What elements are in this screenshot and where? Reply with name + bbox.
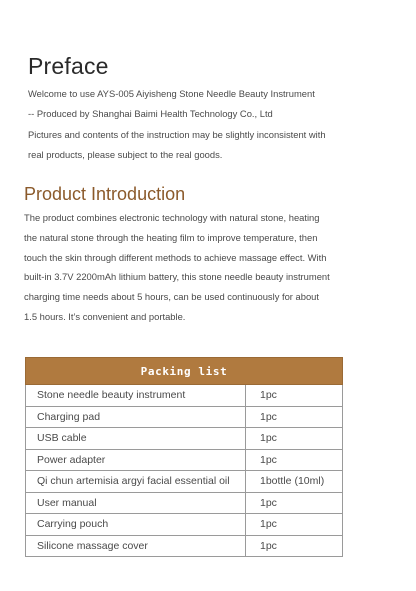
item-qty-cell: 1pc: [246, 428, 343, 450]
packing-list-table: [25, 357, 343, 557]
table-row: [26, 406, 343, 428]
item-qty-cell: 1pc: [246, 449, 343, 471]
table-row: [26, 449, 343, 471]
table-row: [26, 385, 343, 407]
item-name-cell: Qi chun artemisia argyi facial essential oil: [26, 471, 246, 493]
product-line: The product combines electronic technology with natural stone, heating: [24, 212, 320, 223]
item-qty-cell: 1pc: [246, 385, 343, 407]
product-line: touch the skin through different methods to achieve massage effect. With: [24, 251, 327, 263]
item-qty-cell: 1pc: [246, 492, 343, 514]
item-name-cell: Stone needle beauty instrument: [26, 385, 246, 407]
preface-line: real products, please subject to the real goods.: [28, 149, 223, 161]
packing-list-title: Packing list: [26, 358, 343, 385]
table-row: [26, 492, 343, 514]
preface-heading: Preface: [28, 53, 109, 79]
item-name-cell: Silicone massage cover: [26, 535, 246, 557]
item-name-cell: Power adapter: [26, 449, 246, 471]
item-name-cell: Carrying pouch: [26, 514, 246, 536]
item-qty-cell: 1pc: [246, 406, 343, 428]
preface-line: Welcome to use AYS-005 Aiyisheng Stone Needle Beauty Instrument: [28, 88, 315, 99]
table-row: [26, 471, 343, 493]
item-name-cell: User manual: [26, 492, 246, 514]
preface-line: Pictures and contents of the instruction may be slightly inconsistent with: [28, 128, 326, 140]
product-line: charging time needs about 5 hours, can be used continuously for about: [24, 291, 319, 303]
item-qty-cell: 1bottle (10ml): [246, 471, 343, 493]
preface-line: -- Produced by Shanghai Baimi Health Technology Co., Ltd: [28, 108, 273, 120]
preface-text: [28, 84, 388, 166]
item-qty-cell: 1pc: [246, 535, 343, 557]
table-row: [26, 428, 343, 450]
item-qty-cell: 1pc: [246, 514, 343, 536]
table-row: [26, 514, 343, 536]
packing-list-header-row: [26, 358, 343, 385]
product-line: 1.5 hours. It’s convenient and portable.: [24, 310, 186, 322]
product-line: the natural stone through the heating film to improve temperature, then: [24, 231, 318, 243]
item-name-cell: Charging pad: [26, 406, 246, 428]
product-introduction-heading: Product Introduction: [24, 184, 186, 204]
table-row: [26, 535, 343, 557]
item-name-cell: USB cable: [26, 428, 246, 450]
product-line: built-in 3.7V 2200mAh lithium battery, this stone needle beauty instrument: [24, 271, 330, 283]
product-introduction-text: [24, 208, 396, 327]
